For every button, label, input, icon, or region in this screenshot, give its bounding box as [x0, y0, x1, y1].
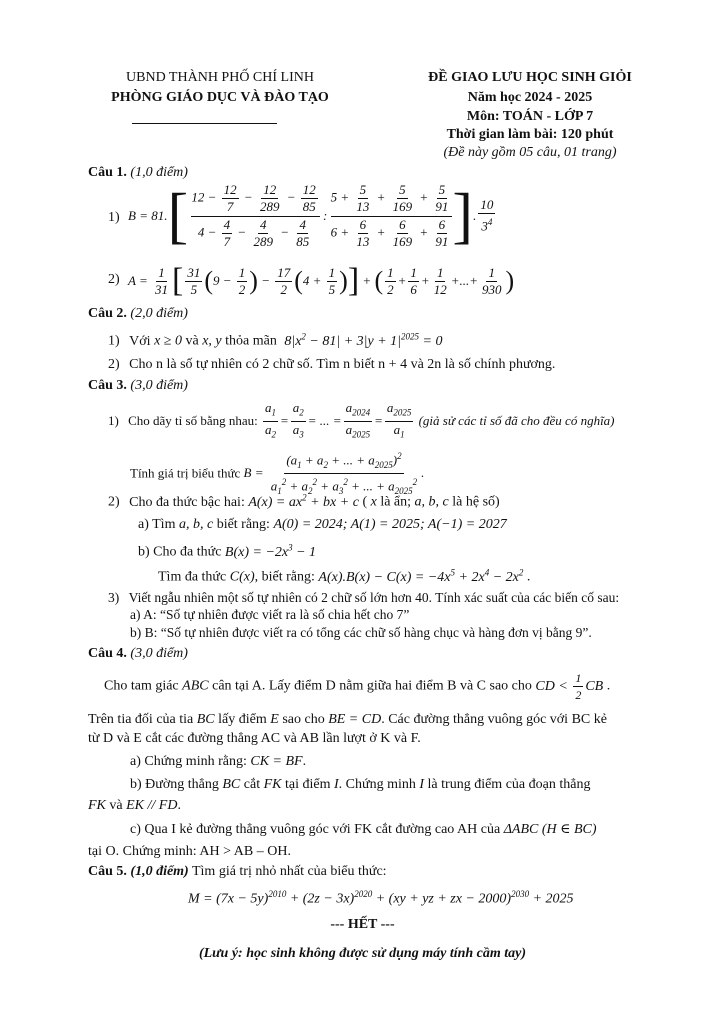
- q3-p1-expression: B = $\frac{(a_1 + a_2 + ... + a_{2025})^2}{a_1^2 + a_2^2 + a_3^2 + ... + a_{2025}^2}$ .: [244, 464, 425, 479]
- header-underline: [132, 123, 277, 124]
- q4-title: Câu 4.: [88, 646, 127, 661]
- q2-points: (2,0 điểm): [130, 306, 188, 321]
- q3-p2b-text: b) Cho đa thức: [138, 544, 222, 560]
- q4-b-line2: FK và EK // FD.: [88, 798, 181, 813]
- q5-heading: [88, 864, 387, 880]
- end-marker: --- HẾT ---: [330, 917, 395, 932]
- q5-points: (1,0 điểm): [130, 864, 189, 879]
- q4-line1-b: cân tại A. Lấy điểm D nằm giữa hai điểm B và C sao cho: [212, 678, 532, 694]
- q4-line1: Cho tam giác ABC cân tại A. Lấy điểm D nằm giữa hai điểm B và C sao cho CD < $\frac{1}{2}$ CB .: [104, 671, 611, 702]
- q3-p2-text: Cho đa thức bậc hai:: [129, 494, 245, 510]
- q3-p3b: b) B: “Số tự nhiên được viết ra có tổng các chữ số hàng chục và hàng đơn vị bằng 9”.: [130, 625, 592, 640]
- footer-note: (Lưu ý: học sinh không được sử dụng máy tính cầm tay): [198, 946, 527, 961]
- q4-heading: [88, 646, 188, 662]
- q3-p1-compute-text: Tính giá trị biểu thức: [130, 465, 241, 481]
- q4-b-text-c: tại điểm: [284, 777, 331, 792]
- q2-title: Câu 2.: [88, 306, 127, 321]
- q3-p2b-find-mid: , biết rằng:: [254, 569, 315, 585]
- q3-p1-label: 1): [108, 413, 119, 429]
- q2-p2-text: Cho n là số tự nhiên có 2 chữ số. Tìm n biết n + 4 và 2n là số chính phương.: [129, 357, 556, 372]
- q2-p1-label: 1): [108, 333, 120, 349]
- q5-expression: $M = (7x - 5y)^{2010} + (2z - 3x)^{2020} + (xy$ + yz + zx − 2000)$^{2030}$ + 2025: [188, 889, 574, 907]
- q5-title: Câu 5.: [88, 864, 127, 879]
- q3-p1-note: (giả sử các tỉ số đã cho đều có nghĩa): [418, 413, 615, 429]
- q3-p3: [108, 590, 619, 606]
- q3-p2b-equation: $A(x).B(x) - C(x) = -4x^5 + 2x^4 - 2x^2$: [318, 567, 524, 585]
- q4-line2-c: sao cho: [282, 712, 325, 727]
- q4-points: (3,0 điểm): [130, 646, 188, 661]
- q3-points: (3,0 điểm): [130, 378, 188, 393]
- org-line-2: PHÒNG GIÁO DỤC VÀ ĐÀO TẠO: [111, 90, 329, 105]
- q3-title: Câu 3.: [88, 378, 127, 393]
- q4-b-text-e: là trung điểm của đoạn thẳng: [427, 777, 591, 792]
- q4-b-text-d: . Chứng minh: [338, 777, 416, 792]
- q4-a-text: a) Chứng minh rằng:: [130, 754, 247, 769]
- q2-p1-text-c: thỏa mãn: [225, 333, 277, 349]
- q2-heading: [88, 306, 188, 322]
- q5-text: Tìm giá trị nhỏ nhất của biểu thức:: [191, 864, 387, 879]
- q2-p1-equation: $8|x^2 - 81| + 3|y + 1|^{2025} = 0$: [284, 331, 443, 349]
- q4-line2-d: . Các đường thẳng vuông góc với BC kẻ: [381, 712, 607, 727]
- q1-p1-label: 1): [108, 210, 120, 225]
- q2-p2: [108, 357, 555, 373]
- q4-b-text-b: cắt: [243, 777, 261, 792]
- q3-p2: 2) Cho đa thức bậc hai: $A(x) = ax^2$ + bx + c ( x là ẩn; a, b, c là hệ số): [108, 492, 500, 510]
- q3-p2a-mid: biết rằng:: [216, 517, 270, 532]
- q2-p1-cond: x ≥ 0: [154, 333, 182, 349]
- q3-p3-text: Viết ngẫu nhiên một số tự nhiên có 2 chữ số lớn hơn 40. Tính xác suất của các biến cố sau:: [128, 590, 620, 605]
- q3-p2b: [138, 542, 316, 561]
- q2-p1-text-b: và: [185, 333, 199, 349]
- q3-p2-note-a: là ẩn;: [380, 494, 412, 510]
- q3-p2-poly: $A(x) = ax^2$ + bx + c: [248, 492, 359, 510]
- org-line-1: UBND THÀNH PHỐ CHÍ LINH: [126, 70, 314, 85]
- q3-p2a-text: a) Tìm: [138, 517, 176, 532]
- q3-heading: [88, 378, 188, 394]
- q2-p1: [108, 331, 442, 350]
- q3-p3-label: 3): [108, 590, 120, 605]
- q4-a: a) Chứng minh rằng: CK = BF.: [130, 754, 307, 769]
- q2-p1-text-a: Với: [129, 333, 151, 349]
- q1-points: (1,0 điểm): [130, 165, 188, 180]
- q3-p3a: a) A: “Số tự nhiên được viết ra là số chia hết cho 7”: [130, 607, 410, 622]
- q4-line2: Trên tia đối của tia BC lấy điểm E sao cho BE = CD. Các đường thẳng vuông góc với BC kẻ: [88, 712, 607, 727]
- q4-cd-condition: CD < $\frac{1}{2}$ CB: [535, 671, 604, 702]
- q3-p2a-conditions: A(0) = 2024; A(1) = 2025; A(−1) = 2027: [273, 517, 507, 532]
- q3-p2-note-b: là hệ số): [452, 494, 500, 510]
- q4-line3: từ D và E cắt các đường thẳng AC và AB lần lượt ở K và F.: [88, 731, 421, 746]
- exam-note: (Đề này gồm 05 câu, 01 trang): [443, 145, 617, 160]
- q4-c-triangle: ΔABC (H ∈ BC): [503, 822, 597, 837]
- q4-line2-b: lấy điểm: [218, 712, 267, 727]
- q3-p2a: a) Tìm a, b, c biết rằng: A(0) = 2024; A(1) = 2025; A(−1) = 2027: [138, 517, 507, 532]
- q4-line2-a: Trên tia đối của tia: [88, 712, 194, 727]
- q4-c-text: c) Qua I kẻ đường thẳng vuông góc với FK cắt đường cao AH của: [130, 822, 501, 837]
- exam-subject: Môn: TOÁN - LỚP 7: [466, 109, 594, 124]
- q2-p1-vars: x, y: [202, 333, 222, 349]
- q1-heading: [88, 165, 188, 181]
- q4-line1-a: Cho tam giác: [104, 678, 179, 694]
- q1-formula-B: B = 81.[ 12 − $\frac{12}{7}$ − $\frac{12}{289}$ − $\frac{12}{85}$ 4 − $\frac{4}{7}$ − $\frac{4}{289}$ − $\frac{4}{85}$ : 5 + $\frac{5}{13}$ + $\frac{5}{169}$ + $\frac{5}{91}$ 6 + $\frac{6}{13}$ + $\frac{6}{169}$ + $\frac{6}{91}$ ]. $\frac{10}{3^4}$: [128, 182, 494, 250]
- q3-p2b-poly: $B(x) = -2x^3 - 1$: [224, 542, 317, 560]
- q1-formula-A: A = $\frac{1}{31}$ [ $\frac{31}{5}$ (9 − $\frac{1}{2}$ ) − $\frac{17}{2}$ (4 + $\frac{1}{5}$ )] + ( $\frac{1}{2}$ + $\frac{1}{6}$ + $\frac{1}{12}$ +...+ $\frac{1}{930}$ ): [128, 262, 515, 299]
- q4-b: b) Đường thẳng BC cắt FK tại điểm I. Chứng minh I là trung điểm của đoạn thẳng: [130, 777, 591, 792]
- q3-p2-label: 2): [108, 494, 120, 510]
- q3-p2b-find: Tìm đa thức C(x), biết rằng: $A(x).B(x) - C(x) = -4x^5 + 2x^4 - 2x^2$ .: [158, 567, 531, 585]
- q1-title: Câu 1.: [88, 165, 127, 180]
- q2-p2-label: 2): [108, 357, 120, 372]
- exam-year: Năm học 2024 - 2025: [467, 90, 593, 105]
- q4-a-statement: CK = BF: [250, 754, 303, 769]
- q4-b-line2-b: và: [109, 798, 123, 813]
- exam-title: ĐỀ GIAO LƯU HỌC SINH GIỎI: [428, 70, 632, 85]
- exam-time: Thời gian làm bài: 120 phút: [446, 127, 614, 142]
- q1-p2-label: 2): [108, 272, 120, 287]
- q3-p1-ratios: $\frac{a_1}{a_2}$ = $\frac{a_2}{a_3}$ = ... = $\frac{a_{2024}}{a_{2025}}$ = $\frac{a_{2025}}{a_1}$: [264, 400, 412, 440]
- q3-p1-text: Cho dãy tỉ số bằng nhau:: [128, 413, 258, 429]
- q3-p1: [108, 400, 615, 442]
- q3-p2b-find-text: Tìm đa thức: [158, 569, 227, 585]
- q4-b-text-a: b) Đường thẳng: [130, 777, 219, 792]
- q4-c-line2: tại O. Chứng minh: AH > AB – OH.: [88, 844, 291, 859]
- q4-c: [130, 821, 597, 838]
